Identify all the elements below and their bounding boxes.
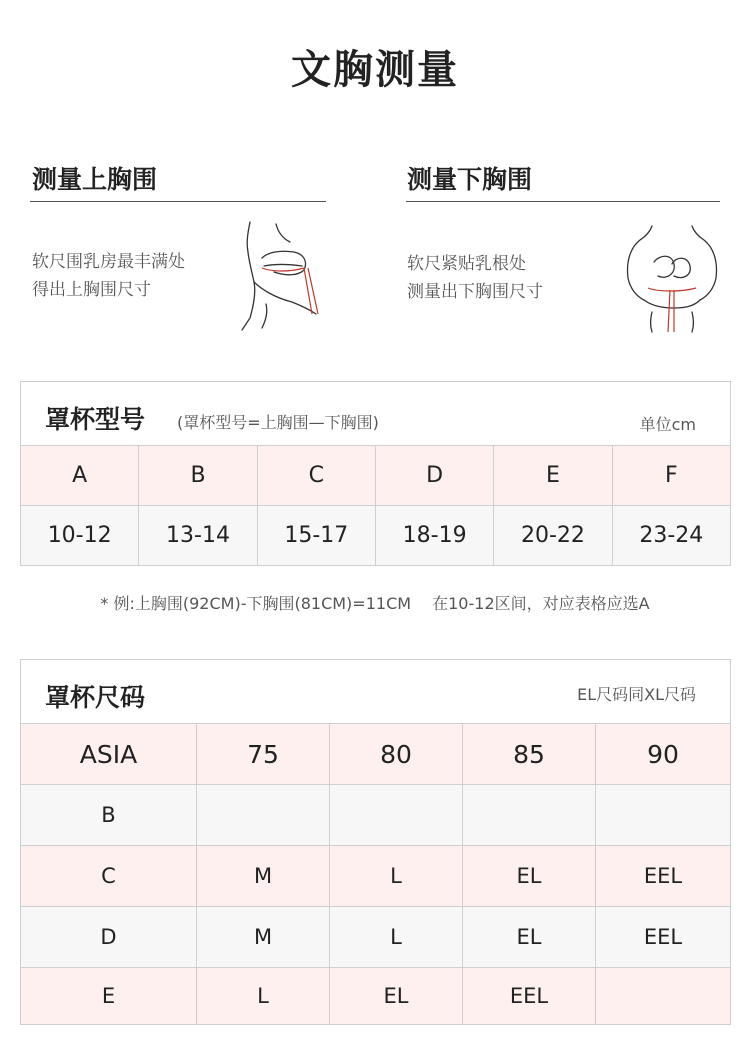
cup-letter-cell: D [375, 446, 493, 506]
size-cell: M [197, 846, 330, 907]
size-row-d [21, 907, 731, 968]
size-cell: EL [463, 907, 596, 968]
band-size-header-row [21, 724, 731, 785]
lower-bust-desc [407, 250, 543, 306]
size-cell [463, 785, 596, 846]
size-cell [197, 785, 330, 846]
cup-label-cell: D [21, 907, 197, 968]
size-cell: L [197, 968, 330, 1025]
example-note: * 例:上胸围(92CM)-下胸围(81CM)=11CM 在10-12区间，对应表格应选A [100, 594, 650, 613]
upper-bust-title: 测量上胸围 [32, 165, 158, 194]
cup-size-grid [20, 723, 731, 1025]
cup-label-cell: C [21, 846, 197, 907]
cup-letter-cell: E [494, 446, 612, 506]
cup-range-cell: 20-22 [494, 506, 612, 566]
cup-size-title: 罩杯尺码 [45, 683, 146, 712]
size-cell: L [330, 907, 463, 968]
lower-bust-title: 测量下胸围 [407, 165, 533, 194]
size-cell: EEL [596, 846, 731, 907]
cup-type-grid [20, 445, 731, 566]
size-row-c [21, 846, 731, 907]
size-cell [596, 785, 731, 846]
band-size-cell: 85 [463, 724, 596, 785]
cup-label-cell: B [21, 785, 197, 846]
cup-range-cell: 23-24 [612, 506, 730, 566]
cup-letter-cell: C [257, 446, 375, 506]
size-cell: EEL [463, 968, 596, 1025]
page-title: 文胸测量 [291, 47, 459, 93]
upper-bust-illustration [232, 218, 332, 333]
cup-range-cell: 13-14 [139, 506, 257, 566]
lower-bust-desc-line2: 测量出下胸围尺寸 [407, 282, 543, 302]
cup-type-title: 罩杯型号 [45, 405, 146, 434]
cup-size-table [20, 659, 731, 1023]
cup-range-cell: 10-12 [21, 506, 139, 566]
cup-letter-cell: B [139, 446, 257, 506]
size-row-e [21, 968, 731, 1025]
cup-letter-cell: A [21, 446, 139, 506]
band-size-cell: 75 [197, 724, 330, 785]
cup-size-remark: EL尺码同XL尺码 [577, 685, 696, 704]
cup-letter-row [21, 446, 731, 506]
region-header-cell: ASIA [21, 724, 197, 785]
size-row-b [21, 785, 731, 846]
cup-type-table [20, 381, 731, 565]
size-cell [330, 785, 463, 846]
upper-bust-desc [32, 248, 185, 304]
upper-bust-divider [30, 201, 326, 202]
cup-range-cell: 15-17 [257, 506, 375, 566]
lower-bust-divider [406, 201, 720, 202]
cup-range-cell: 18-19 [375, 506, 493, 566]
upper-bust-desc-line1: 软尺围乳房最丰满处 [32, 252, 185, 272]
cup-letter-cell: F [612, 446, 730, 506]
lower-bust-desc-line1: 软尺紧贴乳根处 [407, 254, 526, 274]
band-size-cell: 80 [330, 724, 463, 785]
size-cell: EEL [596, 907, 731, 968]
cup-range-row [21, 506, 731, 566]
size-cell: EL [463, 846, 596, 907]
size-cell [596, 968, 731, 1025]
lower-bust-illustration [622, 222, 722, 334]
cup-type-formula: (罩杯型号=上胸围—下胸围) [177, 413, 379, 432]
band-size-cell: 90 [596, 724, 731, 785]
cup-label-cell: E [21, 968, 197, 1025]
size-cell: EL [330, 968, 463, 1025]
upper-bust-desc-line2: 得出上胸围尺寸 [32, 280, 151, 300]
size-cell: M [197, 907, 330, 968]
size-cell: L [330, 846, 463, 907]
unit-label: 单位cm [639, 415, 696, 434]
